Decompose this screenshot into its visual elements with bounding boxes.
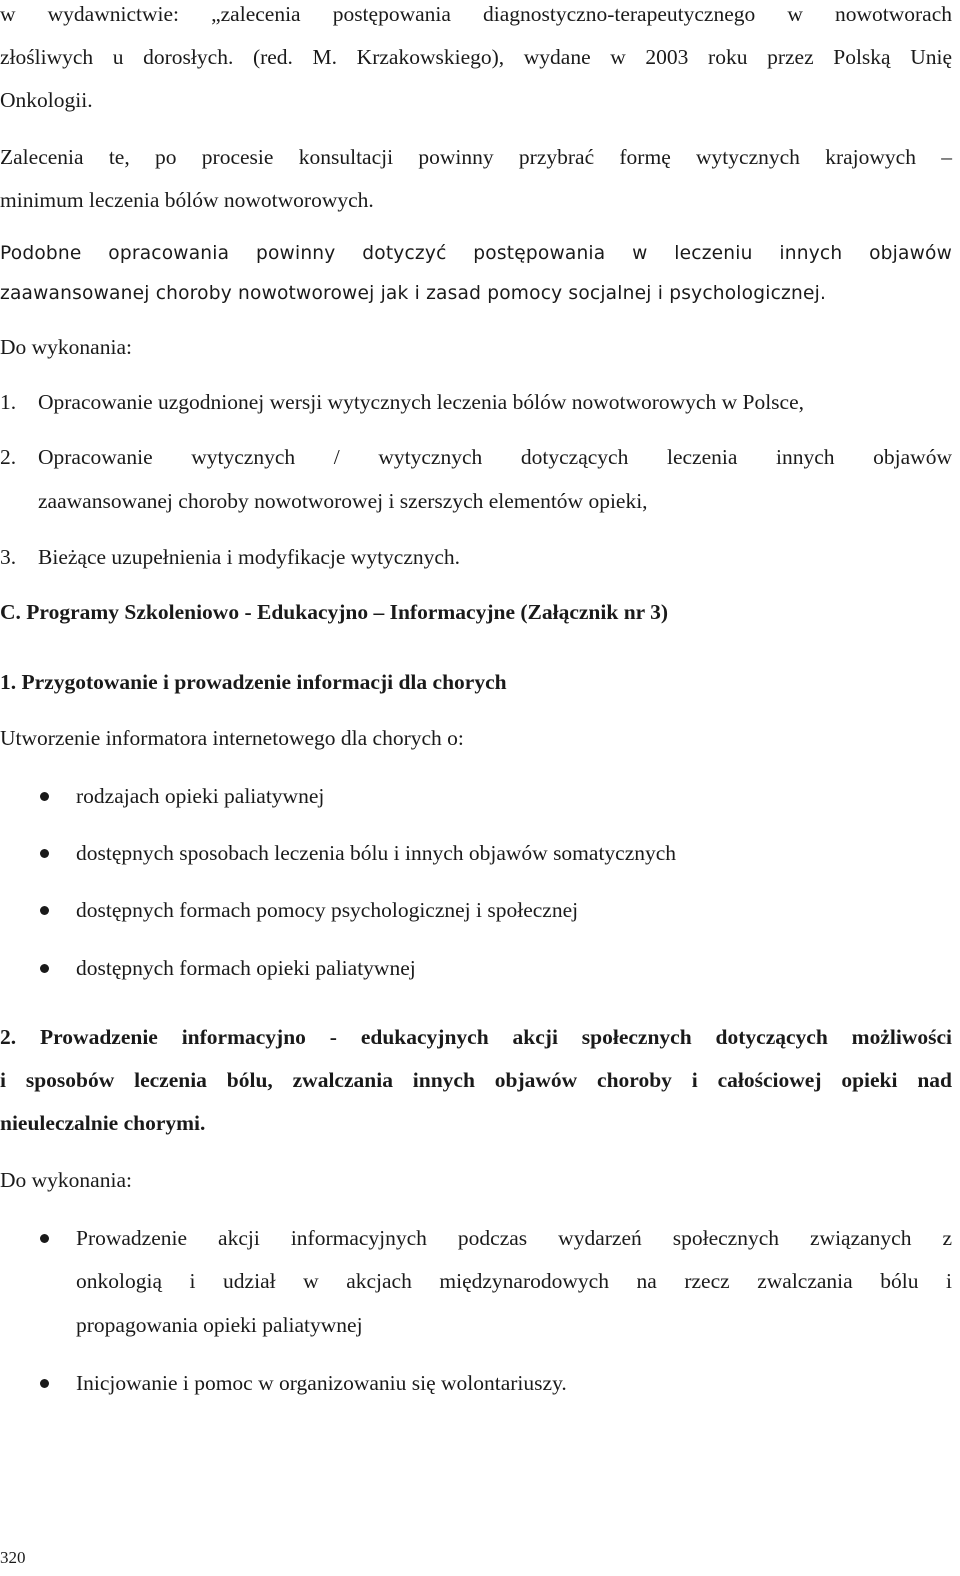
bullet-text: dostępnych sposobach leczenia bólu i innych objawów somatycznych [76, 841, 677, 865]
list-item-text-line-1: Opracowanie wytycznych / wytycznych dotyczących leczenia innych objawów [38, 445, 952, 469]
creation-bold: Utworzenie [0, 726, 101, 750]
list-number: 3. [0, 545, 17, 569]
bullet-icon [40, 906, 49, 915]
bullet-text-line-1: Prowadzenie akcji informacyjnych podczas wydarzeń społecznych związanych z [76, 1226, 952, 1250]
list-item-text-line-2: zaawansowanej choroby nowotworowej i szerszych elementów opieki, [38, 489, 648, 513]
bullet-text: Inicjowanie i pomoc w organizowaniu się wolontariuszy. [76, 1371, 567, 1395]
top-paragraph-line-2: złośliwych u dorosłych. (red. M. Krzakowskiego), wydane w 2003 roku przez Polską Unię [0, 45, 952, 69]
bullet-icon [40, 792, 49, 801]
list-number: 1. [0, 390, 17, 414]
list-item-text: Opracowanie uzgodnionej wersji wytycznych leczenia bólów nowotworowych w Polsce, [38, 390, 805, 414]
bullet-icon [40, 849, 49, 858]
section-c-heading: C. Programy Szkoleniowo - Edukacyjno – Informacyjne (Załącznik nr 3) [0, 600, 669, 624]
todo-heading-1: Do wykonania: [0, 335, 132, 359]
subsection-1-heading: 1. Przygotowanie i prowadzenie informacji dla chorych [0, 670, 507, 694]
bullet-text: rodzajach opieki paliatywnej [76, 784, 325, 808]
bullet-text-line-3: propagowania opieki paliatywnej [76, 1313, 363, 1337]
top-paragraph-line-3: Onkologii. [0, 88, 93, 112]
subsection-2-heading-line-2: i sposobów leczenia bólu, zwalczania innych objawów choroby i całościowej opieki nad [0, 1068, 952, 1092]
zalecenia-paragraph-line-1: Zalecenia te, po procesie konsultacji powinny przybrać formę wytycznych krajowych – [0, 145, 952, 169]
bullet-text-line-2: onkologią i udział w akcjach międzynarodowych na rzecz zwalczania bólu i [76, 1269, 952, 1293]
creation-line [0, 724, 464, 752]
bullet-icon [40, 1379, 49, 1388]
top-paragraph-line-1: w wydawnictwie: „zalecenia postępowania diagnostyczno-terapeutycznego w nowotworach [0, 2, 952, 26]
bullet-icon [40, 1234, 49, 1243]
creation-rest: informatora internetowego dla chorych o: [100, 726, 464, 750]
list-item-text: Bieżące uzupełnienia i modyfikacje wytycznych. [38, 545, 461, 569]
subsection-2-heading-line-1: 2. Prowadzenie informacyjno - edukacyjnych akcji społecznych dotyczących możliwości [0, 1025, 952, 1049]
todo-heading-2: Do wykonania: [0, 1168, 132, 1192]
podobne-paragraph-line-1: Podobne opracowania powinny dotyczyć postępowania w leczeniu innych objawów [0, 243, 952, 264]
bullet-text: dostępnych formach pomocy psychologicznej i społecznej [76, 898, 579, 922]
subsection-2-heading-line-3: nieuleczalnie chorymi. [0, 1111, 206, 1135]
bullet-icon [40, 964, 49, 973]
page-number: 320 [0, 1548, 26, 1567]
podobne-paragraph-line-2: zaawansowanej choroby nowotworowej jak i zasad pomocy socjalnej i psychologicznej. [0, 283, 827, 304]
bullet-text: dostępnych formach opieki paliatywnej [76, 956, 416, 980]
list-number: 2. [0, 445, 17, 469]
zalecenia-paragraph-line-2: minimum leczenia bólów nowotworowych. [0, 188, 374, 212]
